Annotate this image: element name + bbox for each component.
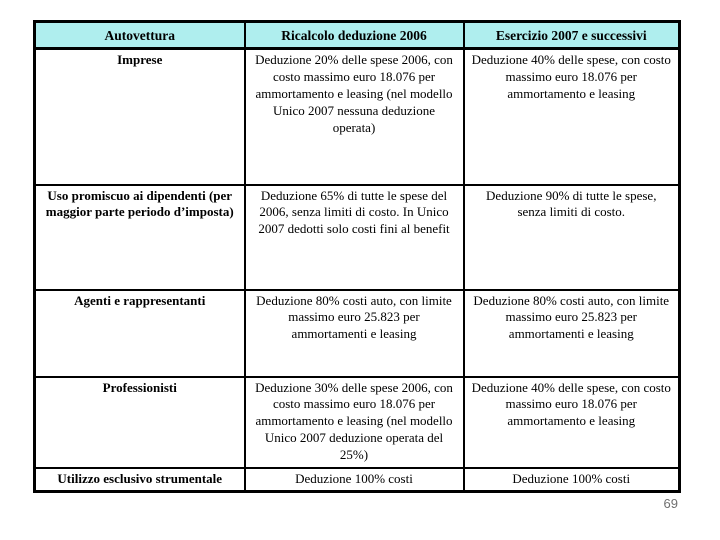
deduction-2006-cell: Deduzione 100% costi: [245, 468, 464, 492]
deduction-table: [33, 20, 681, 493]
category-cell: Utilizzo esclusivo strumentale: [35, 468, 245, 492]
deduction-2006-cell: Deduzione 80% costi auto, con limite massimo euro 25.823 per ammortamenti e leasing: [245, 290, 464, 377]
table-row: [35, 49, 680, 185]
column-header-ricalcolo-2006: Ricalcolo deduzione 2006: [245, 22, 464, 49]
deduction-2007-cell: Deduzione 90% di tutte le spese, senza limiti di costo.: [464, 185, 680, 290]
table-row: [35, 468, 680, 492]
page-number: 69: [663, 496, 678, 511]
column-header-autovettura: Autovettura: [35, 22, 245, 49]
deduction-2006-cell: Deduzione 20% delle spese 2006, con costo massimo euro 18.076 per ammortamento e leasing (nel modello Unico 2007 nessuna deduzione operata): [245, 49, 464, 185]
table-row: [35, 290, 680, 377]
deduction-2006-cell: Deduzione 30% delle spese 2006, con costo massimo euro 18.076 per ammortamento e leasing (nel modello Unico 2007 deduzione operata del 25%): [245, 377, 464, 468]
table-header-row: [35, 22, 680, 49]
deduction-2007-cell: Deduzione 40% delle spese, con costo massimo euro 18.076 per ammortamento e leasing: [464, 49, 680, 185]
column-header-esercizio-2007: Esercizio 2007 e successivi: [464, 22, 680, 49]
category-cell: Professionisti: [35, 377, 245, 468]
category-cell: Imprese: [35, 49, 245, 185]
deduction-2007-cell: Deduzione 40% delle spese, con costo massimo euro 18.076 per ammortamento e leasing: [464, 377, 680, 468]
table-row: [35, 377, 680, 468]
table-row: [35, 185, 680, 290]
deduction-2007-cell: Deduzione 100% costi: [464, 468, 680, 492]
category-cell: Agenti e rappresentanti: [35, 290, 245, 377]
deduction-2007-cell: Deduzione 80% costi auto, con limite massimo euro 25.823 per ammortamenti e leasing: [464, 290, 680, 377]
category-cell: Uso promiscuo ai dipendenti (per maggior parte periodo d’imposta): [35, 185, 245, 290]
deduction-2006-cell: Deduzione 65% di tutte le spese del 2006, senza limiti di costo. In Unico 2007 dedotti solo costi fini al benefit: [245, 185, 464, 290]
